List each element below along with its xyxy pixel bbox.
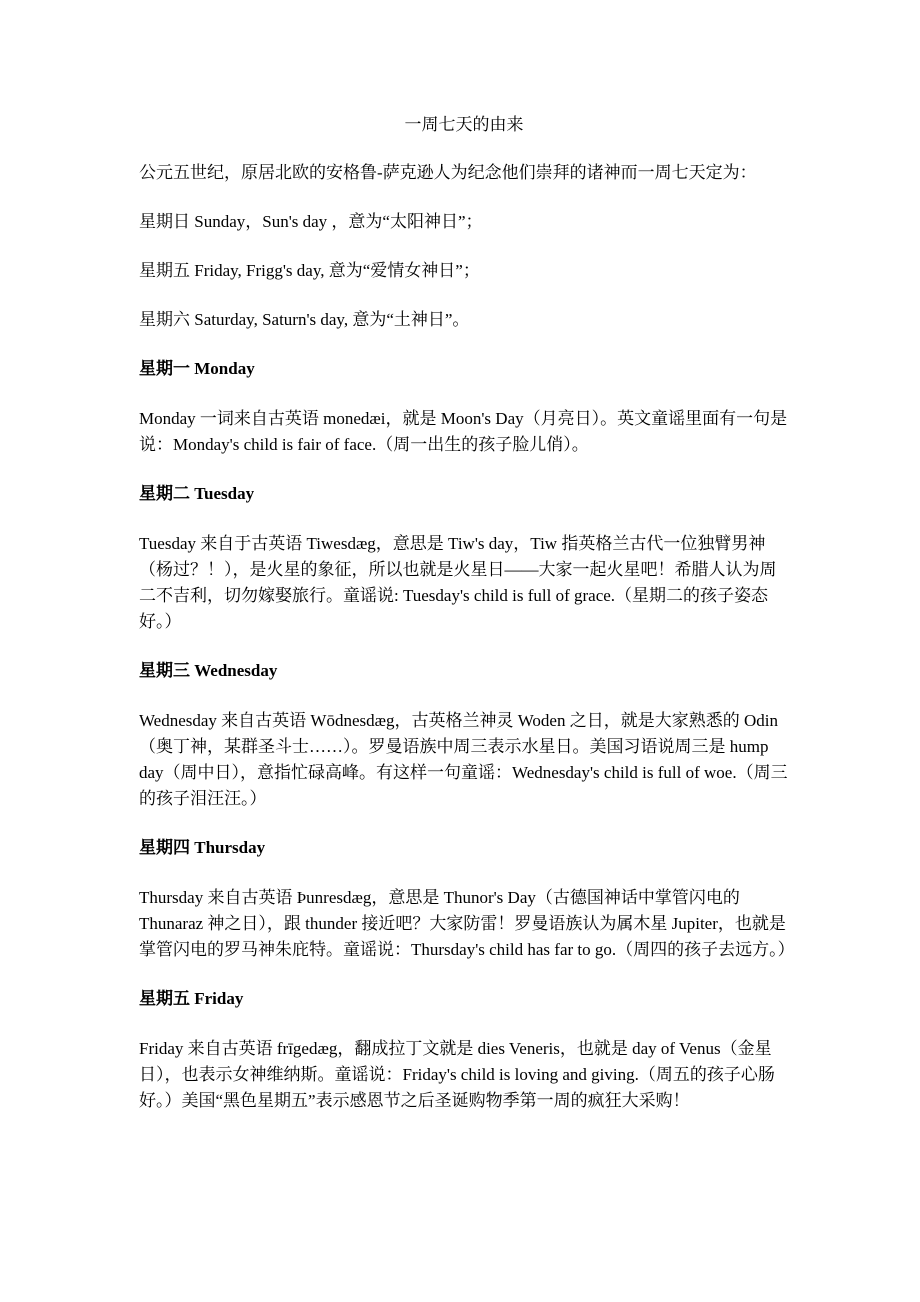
section-heading-thursday: 星期四 Thursday — [139, 838, 266, 857]
section-body-tuesday: Tuesday 来自于古英语 Tiwesdæg，意思是 Tiw's day，Tiw 指英格兰古代一位独臂男神（杨过？！），是火星的象征，所以也就是火星日——大家一起火星吧！希腊人认为周二不吉利，切勿嫁娶旅行。童谣说: Tuesday's child is full of grace.（星期二的孩子姿态好。） — [139, 534, 777, 631]
document-page — [139, 112, 795, 1137]
section-heading-wednesday: 星期三 Wednesday — [139, 661, 278, 680]
document-title: 一周七天的由来 — [404, 115, 524, 134]
section-heading-monday: 星期一 Monday — [139, 359, 255, 378]
section-heading-friday: 星期五 Friday — [139, 989, 244, 1008]
day-line-saturday: 星期六 Saturday, Saturn's day, 意为“土神日”。 — [139, 310, 470, 329]
intro-paragraph: 公元五世纪，原居北欧的安格鲁-萨克逊人为纪念他们崇拜的诸神而一周七天定为： — [139, 163, 757, 182]
day-line-friday: 星期五 Friday, Frigg's day, 意为“爱情女神日”； — [139, 261, 480, 280]
day-line-sunday: 星期日 Sunday，Sun's day ，意为“太阳神日”； — [139, 212, 483, 231]
section-body-thursday: Thursday 来自古英语 Þunresdæg，意思是 Thunor's Day（古德国神话中掌管闪电的 Thunaraz 神之日），跟 thunder 接近吧？大家防雷！罗曼语族认为属木星 Jupiter，也就是掌管闪电的罗马神朱庇特。童谣说：Thursday's child has far to go.（周四的孩子去远方。） — [139, 888, 795, 959]
section-body-wednesday: Wednesday 来自古英语 Wōdnesdæg，古英格兰神灵 Woden 之日，就是大家熟悉的 Odin（奥丁神，某群圣斗士……）。罗曼语族中周三表示水星日。美国习语说周三是 hump day（周中日），意指忙碌高峰。有这样一句童谣：Wednesday's child is full of woe.（周三的孩子泪汪汪。） — [139, 711, 788, 808]
section-body-friday: Friday 来自古英语 frīgedæg，翻成拉丁文就是 dies Veneris，也就是 day of Venus（金星日），也表示女神维纳斯。童谣说：Friday's child is loving and giving.（周五的孩子心肠好。）美国“黑色星期五”表示感恩节之后圣诞购物季第一周的疯狂大采购！ — [139, 1039, 775, 1110]
section-heading-tuesday: 星期二 Tuesday — [139, 484, 255, 503]
section-body-monday: Monday 一词来自古英语 monedæi，就是 Moon's Day（月亮日）。英文童谣里面有一句是说：Monday's child is fair of face.（周一出生的孩子脸儿俏）。 — [139, 409, 788, 454]
